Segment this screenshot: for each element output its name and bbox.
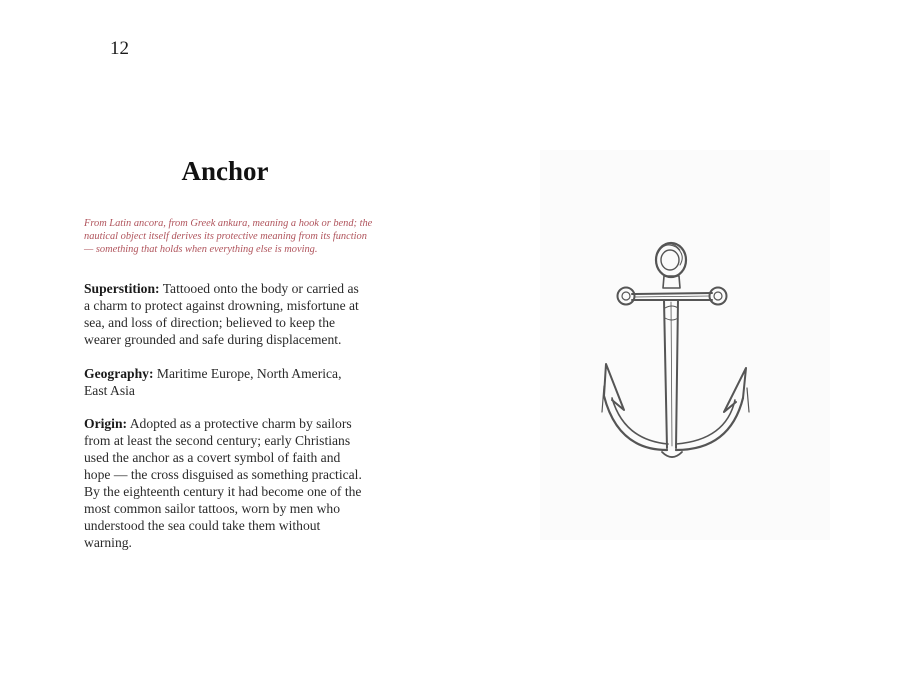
anchor-icon (540, 150, 830, 540)
page-number: 12 (110, 38, 129, 59)
origin-text: Adopted as a protective charm by sailors from at least the second century; early Christians used the anchor as a covert symbol of faith and hope — the cross disguised as something practical. By the eighteenth century it had become one of the most common sailor tattoos, worn by men who understood the sea could take them without warning. (84, 416, 362, 550)
geography-text: Maritime Europe, North America, East Asia (84, 366, 342, 398)
etymology-note: From Latin ancora, from Greek ankura, meaning a hook or bend; the nautical object itself derives its protective meaning from its function — something that holds when everything else is moving. (84, 218, 373, 255)
origin-label: Origin: (84, 416, 128, 431)
entry-title: Anchor (181, 156, 269, 186)
superstition-label: Superstition: (84, 281, 160, 296)
anchor-illustration (540, 150, 830, 540)
superstition-paragraph (84, 280, 366, 348)
geography-label: Geography: (84, 366, 154, 381)
origin-paragraph (84, 415, 366, 551)
geography-paragraph (84, 365, 366, 399)
superstition-text: Tattooed onto the body or carried as a charm to protect against drowning, misfortune at sea, and loss of direction; believed to keep the wearer grounded and safe during displacement. (84, 281, 359, 347)
